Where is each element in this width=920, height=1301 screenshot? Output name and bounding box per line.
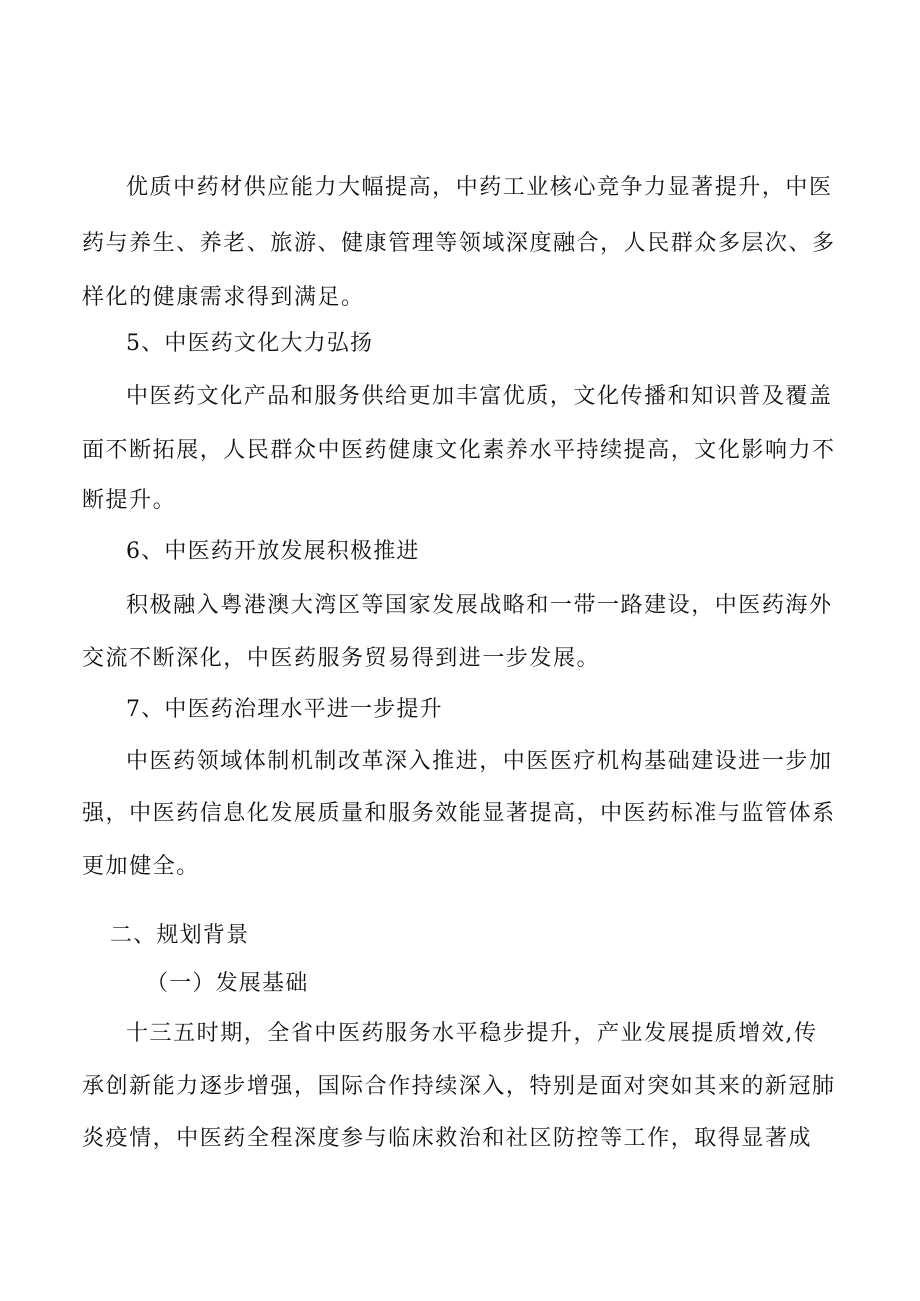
paragraph-line: 十三五时期，全省中医药服务水平稳步提升，产业发展提质增效,传 [126,1021,818,1046]
paragraph-line: 强，中医药信息化发展质量和服务效能显著提高，中医药标准与监管体系 [82,801,836,826]
paragraph-line: 样化的健康需求得到满足。 [82,285,365,310]
subheading-7: 7、中医药治理水平进一步提升 [126,697,443,722]
subheading-6: 6、中医药开放发展积极推进 [126,539,420,564]
paragraph-line: 面不断拓展，人民群众中医药健康文化素养水平持续提高，文化影响力不 [82,438,836,463]
paragraph-line: 中医药文化产品和服务供给更加丰富优质，文化传播和知识普及覆盖 [126,384,833,409]
paragraph-line: 炎疫情，中医药全程深度参与临床救治和社区防控等工作，取得显著成 [82,1126,813,1151]
subsection-heading: （一）发展基础 [146,971,309,996]
paragraph-line: 断提升。 [82,488,177,513]
subheading-5: 5、中医药文化大力弘扬 [126,331,374,356]
paragraph-line: 药与养生、养老、旅游、健康管理等领域深度融合，人民群众多层次、多 [82,231,836,256]
paragraph-line: 更加健全。 [82,854,200,879]
paragraph-line: 交流不断深化，中医药服务贸易得到进一步发展。 [82,646,601,671]
section-heading: 二、规划背景 [110,923,250,948]
paragraph-line: 中医药领域体制机制改革深入推进，中医医疗机构基础建设进一步加 [126,749,833,774]
paragraph-line: 积极融入粤港澳大湾区等国家发展战略和一带一路建设，中医药海外 [126,593,833,618]
paragraph-line: 承创新能力逐步增强，国际合作持续深入，特别是面对突如其来的新冠肺 [82,1074,836,1099]
paragraph-line: 优质中药材供应能力大幅提高，中药工业核心竞争力显著提升，中医 [126,175,833,200]
